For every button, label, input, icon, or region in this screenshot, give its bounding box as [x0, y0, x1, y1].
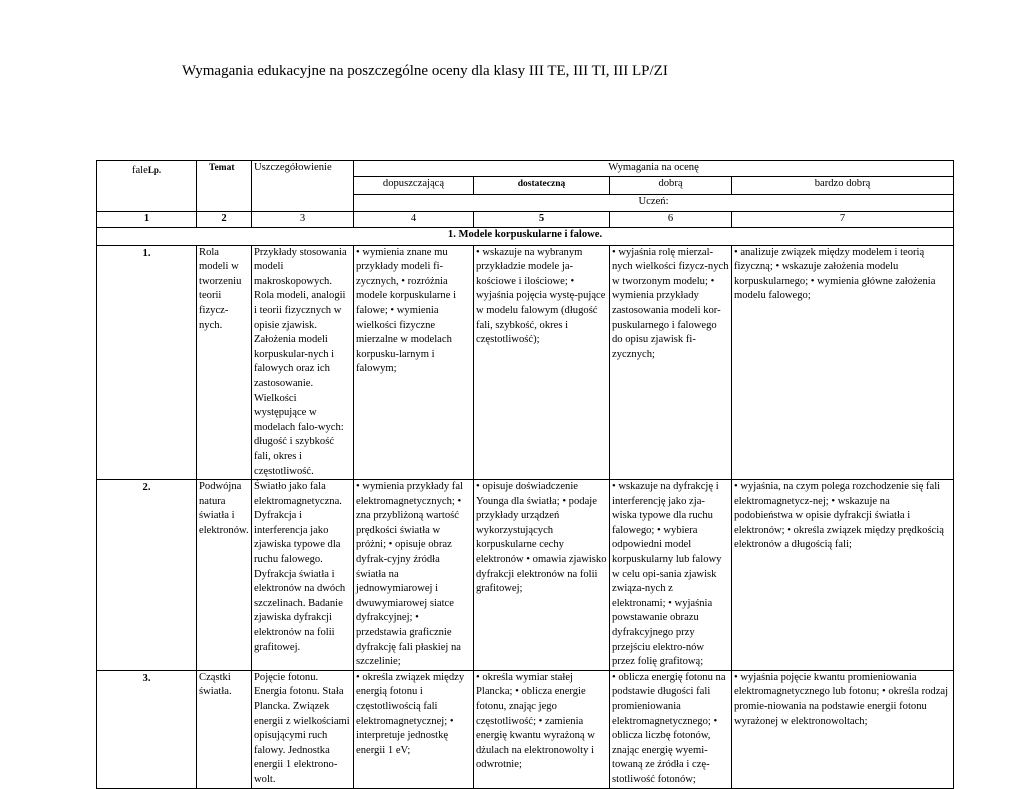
header-grade-dobra: dobrą [610, 177, 732, 195]
row-dopuszczajaca: • określa związek między energią fotonu i częstotliwością fali elektromagnetycznej; • interpretuje jednostkę energii 1 eV; [354, 670, 474, 788]
row-temat: Cząstki światła. [197, 670, 252, 788]
row-dostateczna: • wskazuje na wybranym przykładzie modele ja-kościowe i ilościowe; • wyjaśnia pojęcia wystę-pujące w modelu falowym (długość fali, szybkość, okres i częstotliwość); [474, 245, 610, 480]
row-uszczegolowienie: Pojęcie fotonu. Energia fotonu. Stała Plancka. Związek energii z wielkościami opisującymi ruch falowy. Jednostka energii 1 elektrono-wolt. [252, 670, 354, 788]
row-temat: Rola modeli w tworzeniu teorii fizycz-nych. [197, 245, 252, 480]
header-grade-dopuszczajaca: dopuszczającą [354, 177, 474, 195]
column-number: 2 [197, 212, 252, 228]
section-title: 1. Modele korpuskularne i falowe. [97, 227, 954, 245]
row-dopuszczajaca: • wymienia znane mu przykłady modeli fi-zycznych, • rozróżnia modele korpuskularne i falowe; • wymienia wielkości fizyczne mierzalne w modelach korpusku-larnym i falowym; [354, 245, 474, 480]
column-number: 6 [610, 212, 732, 228]
requirements-table [96, 160, 954, 789]
row-bardzo-dobra: • wyjaśnia pojęcie kwantu promieniowania elektromagnetycznego lub fotonu; • określa rodzaj promie-niowania na podstawie energii fotonu wyrażonej w elektronowoltach; [732, 670, 954, 788]
table-row [97, 480, 954, 671]
table-row [97, 670, 954, 788]
header-fale: fale [131, 165, 148, 176]
column-number: 1 [97, 212, 197, 228]
table-row [97, 245, 954, 480]
row-bardzo-dobra: • wyjaśnia, na czym polega rozchodzenie się fali elektromagnetycz-nej; • wskazuje na podobieństwa w opisie dyfrakcji światła i elektronów; • określa związek między prędkością elektronów a długością fali; [732, 480, 954, 671]
column-number: 3 [252, 212, 354, 228]
row-lp: 2. [97, 480, 197, 671]
column-number: 7 [732, 212, 954, 228]
row-dobra: • oblicza energię fotonu na podstawie długości fali promieniowania elektromagnetycznego; • oblicza liczbę fotonów, znając energię wyemi-towaną ze źródła i czę-stotliwość fotonów; [610, 670, 732, 788]
row-temat: Podwójna natura światła i elektronów. [197, 480, 252, 671]
row-dostateczna: • opisuje doświadczenie Younga dla światła; • podaje przykłady urządzeń wykorzystujących korpuskularne cechy elektronów • omawia zjawisko dyfrakcji elektronów na folii grafitowej; [474, 480, 610, 671]
row-dopuszczajaca: • wymienia przykłady fal elektromagnetycznych; • zna przybliżoną wartość prędkości światła w próżni; • opisuje obraz dyfrak-cyjny źródła światła na jednowymiarowej i dwuwymiarowej siatce dyfrakcyjnej; • przedstawia graficznie dyfrakcję fali płaskiej na szczelinie; [354, 480, 474, 671]
document-title: Wymagania edukacyjne na poszczególne oceny dla klasy III TE, III TI, III LP/ZI [182, 63, 668, 79]
header-lp-cell [97, 161, 197, 212]
row-lp: 1. [97, 245, 197, 480]
header-uczen: Uczeń: [354, 195, 954, 212]
column-number: 5 [474, 212, 610, 228]
header-uszczegolowienie: Uszczegółowienie [252, 161, 354, 212]
row-uszczegolowienie: Przykłady stosowania modeli makroskopowych. Rola modeli, analogii i teorii fizycznych w opisie zjawisk. Założenia modeli korpuskular-nych i falowych oraz ich zastosowanie. Wielkości występujące w modelach falo-wych: długość i szybkość fali, okres i częstotliwość. [252, 245, 354, 480]
header-temat: Temat [197, 161, 252, 212]
row-uszczegolowienie: Światło jako fala elektromagnetyczna. Dyfrakcja i interferencja jako zjawiska typowe dla ruchu falowego. Dyfrakcja światła i elektronów na dwóch szczelinach. Badanie zjawiska dyfrakcji elektronów na folii grafitowej. [252, 480, 354, 671]
row-dobra: • wyjaśnia rolę mierzal-nych wielkości fizycz-nych w tworzonym modelu; • wymienia przykłady zastosowania modeli kor-puskularnego i falowego do opisu zjawisk fi-zycznych; [610, 245, 732, 480]
header-lp: Lp. [147, 165, 162, 175]
row-lp: 3. [97, 670, 197, 788]
header-grade-bardzo-dobra: bardzo dobrą [732, 177, 954, 195]
row-bardzo-dobra: • analizuje związek między modelem i teorią fizyczną; • wskazuje założenia modelu korpuskularnego; • wymienia główne założenia modelu falowego; [732, 245, 954, 480]
column-number: 4 [354, 212, 474, 228]
header-wymagania: Wymagania na ocenę [354, 161, 954, 177]
row-dobra: • wskazuje na dyfrakcję i interferencję jako zja-wiska typowe dla ruchu falowego; • wybiera odpowiedni model korpuskularny lub falowy w celu opi-sania zjawisk związa-nych z elektronami; • wyjaśnia powstawanie obrazu dyfrakcyjnego przy przejściu elektro-nów przez folię grafitową; [610, 480, 732, 671]
row-dostateczna: • określa wymiar stałej Plancka; • oblicza energie fotonu, znając jego częstotliwość; • zamienia energię kwantu wyrażoną w dżulach na elektronowolty i odwrotnie; [474, 670, 610, 788]
header-grade-dostateczna: dostateczną [474, 177, 610, 195]
